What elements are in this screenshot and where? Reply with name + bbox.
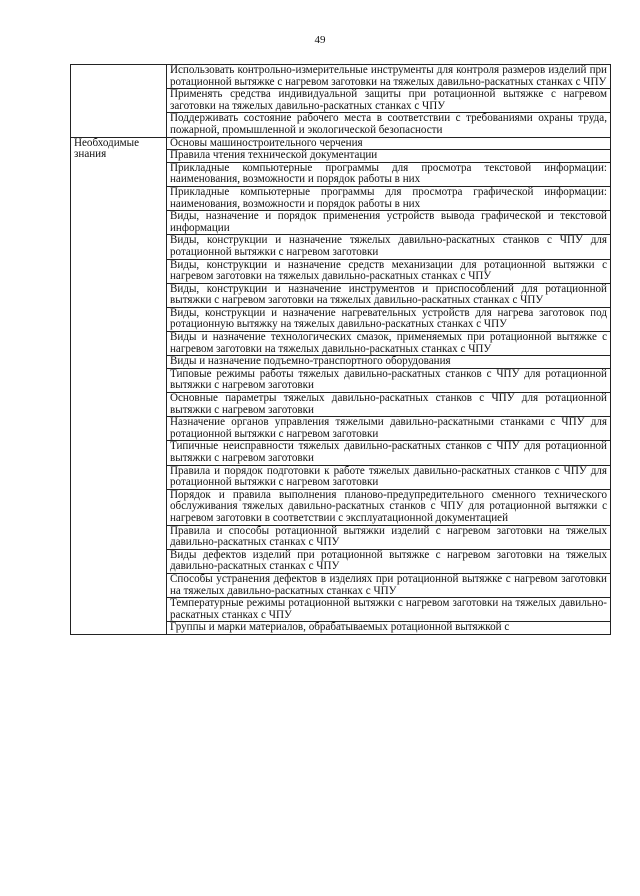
requirement-cell: Типовые режимы работы тяжелых давильно-раскатных станков с ЧПУ для ротационной вытяжки с нагревом заготовки (167, 368, 611, 392)
requirement-cell: Виды и назначение технологических смазок, применяемых при ротационной вытяжке с нагревом заготовки на тяжелых давильно-раскатных станках с ЧПУ (167, 332, 611, 356)
section-label-knowledge: Необходимые знания (71, 137, 167, 634)
requirement-cell: Поддерживать состояние рабочего места в соответствии с требованиями охраны труда, пожарной, промышленной и экологической безопасности (167, 113, 611, 137)
table-row (71, 137, 611, 150)
requirement-cell: Виды, назначение и порядок применения устройств вывода графической и текстовой информации (167, 211, 611, 235)
requirement-cell: Типичные неисправности тяжелых давильно-раскатных станков с ЧПУ для ротационной вытяжки с нагревом заготовки (167, 441, 611, 465)
requirement-cell: Основы машиностроительного черчения (167, 137, 611, 150)
section-label-skills (71, 65, 167, 138)
requirement-cell: Основные параметры тяжелых давильно-раскатных станков с ЧПУ для ротационной вытяжки с нагревом заготовки (167, 393, 611, 417)
requirement-cell: Порядок и правила выполнения планово-предупредительного сменного технического обслуживания тяжелых давильно-раскатных станков с ЧПУ для ротационной вытяжки с нагревом заготовки в соответствии с эксплуатационной документацией (167, 489, 611, 525)
requirement-cell: Применять средства индивидуальной защиты при ротационной вытяжке с нагревом заготовки на тяжелых давильно-раскатных станках с ЧПУ (167, 89, 611, 113)
requirement-cell: Виды, конструкции и назначение инструментов и приспособлений для ротационной вытяжки с нагревом заготовки на тяжелых давильно-раскатных станках с ЧПУ (167, 283, 611, 307)
requirement-cell: Назначение органов управления тяжелыми давильно-раскатными станками с ЧПУ для ротационной вытяжки с нагревом заготовки (167, 417, 611, 441)
requirement-cell: Виды, конструкции и назначение средств механизации для ротационной вытяжки с нагревом заготовки на тяжелых давильно-раскатных станках с ЧПУ (167, 259, 611, 283)
requirement-cell: Использовать контрольно-измерительные инструменты для контроля размеров изделий при ротационной вытяжке с нагревом заготовки на тяжелых давильно-раскатных станках с ЧПУ (167, 65, 611, 89)
requirement-cell: Правила и порядок подготовки к работе тяжелых давильно-раскатных станков с ЧПУ для ротационной вытяжки с нагревом заготовки (167, 465, 611, 489)
page-number: 49 (314, 34, 326, 46)
requirement-cell: Правила и способы ротационной вытяжки изделий с нагревом заготовки на тяжелых давильно-раскатных станках с ЧПУ (167, 525, 611, 549)
requirement-cell: Виды и назначение подъемно-транспортного оборудования (167, 356, 611, 369)
requirement-cell: Правила чтения технической документации (167, 150, 611, 163)
requirement-cell: Виды дефектов изделий при ротационной вытяжке с нагревом заготовки на тяжелых давильно-раскатных станках с ЧПУ (167, 549, 611, 573)
requirement-cell: Виды, конструкции и назначение нагревательных устройств для нагрева заготовок под ротационную вытяжку на тяжелых давильно-раскатных станках с ЧПУ (167, 307, 611, 331)
requirement-cell: Температурные режимы ротационной вытяжки с нагревом заготовки на тяжелых давильно-раскатных станках с ЧПУ (167, 598, 611, 622)
page-bottom (0, 830, 640, 896)
requirement-cell: Виды, конструкции и назначение тяжелых давильно-раскатных станков с ЧПУ для ротационной вытяжки с нагревом заготовки (167, 235, 611, 259)
requirements-table (70, 64, 611, 635)
requirement-cell: Прикладные компьютерные программы для просмотра графической информации: наименования, возможности и порядок работы в них (167, 186, 611, 210)
requirement-cell: Способы устранения дефектов в изделиях при ротационной вытяжке с нагревом заготовки на тяжелых давильно-раскатных станках с ЧПУ (167, 573, 611, 597)
table-row (71, 65, 611, 89)
requirement-cell: Группы и марки материалов, обрабатываемых ротационной вытяжкой с (167, 622, 611, 635)
requirement-cell: Прикладные компьютерные программы для просмотра текстовой информации: наименования, возможности и порядок работы в них (167, 162, 611, 186)
